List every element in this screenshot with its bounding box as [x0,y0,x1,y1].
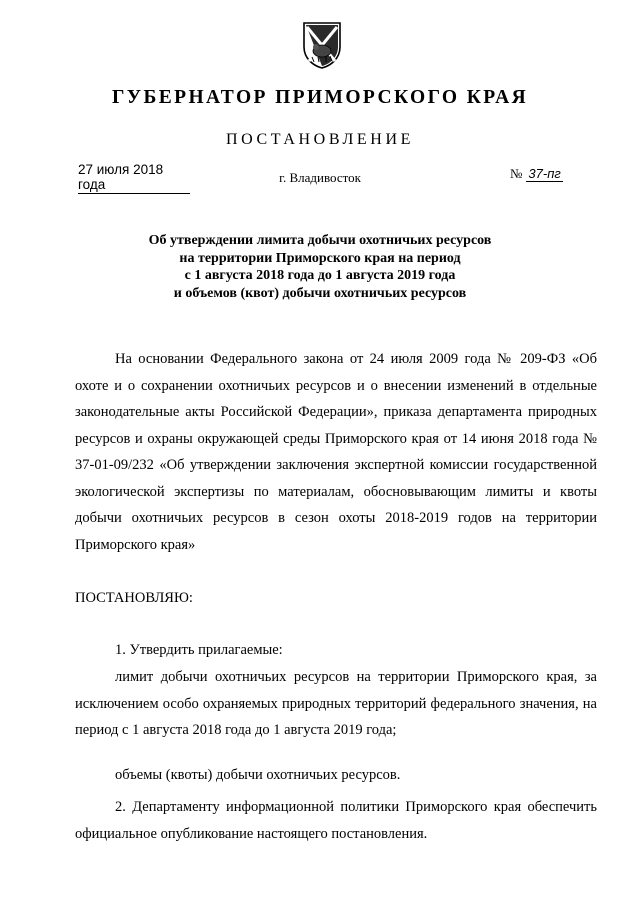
number-sign: № [510,166,523,181]
authority-heading: ГУБЕРНАТОР ПРИМОРСКОГО КРАЯ [111,87,529,108]
item-2-paragraph: 2. Департаменту информационной политики Приморского края обеспечить официальное опубликование настоящего постановления. [75,799,597,842]
decree-word: ПОСТАНОВЛЯЮ: [75,590,193,606]
title-line: и объемов (квот) добычи охотничьих ресурсов [173,285,467,301]
document-title [100,232,540,302]
title-line: на территории Приморского края на период [179,250,461,266]
title-line: Об утверждении лимита добычи охотничьих ресурсов [148,233,492,248]
item-1-heading: 1. Утвердить прилагаемые: [115,642,283,658]
document-type-heading: ПОСТАНОВЛЕНИЕ [226,131,414,148]
item-1-limit-paragraph: лимит добычи охотничьих ресурсов на территории Приморского края, за исключением особо охраняемых природных территорий федерального значения, на период с 1 августа 2018 года до 1 августа 2019 года; [75,669,597,738]
preamble-paragraph: На основании Федерального закона от 24 июля 2009 года № 209-ФЗ «Об охоте и о сохранении охотничьих ресурсов и о внесении изменений в отдельные законодательные акты Российской Федерации», приказа департамента природных ресурсов и охраны окружающей среды Приморского края от 14 июня 2018 года № 37-01-09/232 «Об утверждении заключения экспертной комиссии государственной экологической экспертизы по материалам, обосновывающим лимиты и квоты добычи охотничьих ресурсов в сезон охоты 2018-2019 годов на территории Приморского края» [75,351,597,553]
item-1-quotas-paragraph: объемы (квоты) добычи охотничьих ресурсов. [115,767,401,783]
title-line: с 1 августа 2018 года до 1 августа 2019 года [184,268,456,283]
number-value: 37-пг [528,166,561,181]
primorsky-krai-coat-of-arms-icon [302,21,342,69]
document-date: 27 июля 2018 года [78,162,190,194]
document-number [510,166,586,182]
document-city: г. Владивосток [279,170,361,185]
